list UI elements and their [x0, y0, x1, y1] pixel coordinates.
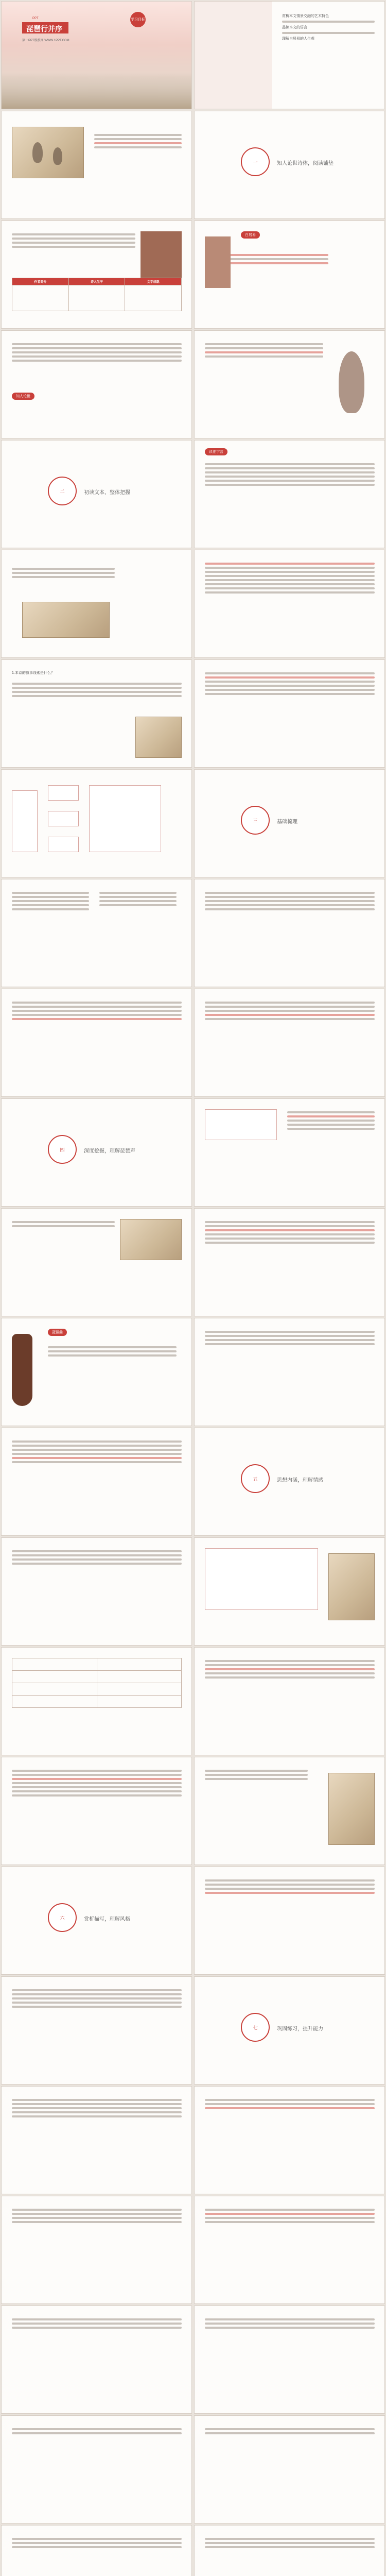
- structure-slide[interactable]: [194, 550, 385, 658]
- tall-painting: [328, 1773, 375, 1845]
- poet-pill: 知人论世: [12, 393, 34, 400]
- goal-item: 品读本文的语言: [282, 26, 307, 29]
- section6-badge: 六: [48, 1903, 77, 1932]
- pipa-shape: [12, 1334, 32, 1406]
- exercise10-slide[interactable]: [194, 2525, 385, 2576]
- figure-shape: [53, 147, 62, 165]
- cover-badge: 学习目标: [130, 12, 146, 27]
- mindmap-detail: [89, 785, 161, 852]
- section3-label: 基础梳理: [277, 819, 297, 825]
- poet-slide[interactable]: [1, 330, 192, 438]
- emotion-chart-slide[interactable]: [194, 1537, 385, 1646]
- goals-slide[interactable]: [194, 1, 385, 109]
- author-name-pill: 白居易: [241, 231, 260, 239]
- exercise-slide[interactable]: [1, 2086, 192, 2194]
- question-slide[interactable]: [1, 659, 192, 768]
- scene-painting: [135, 717, 182, 758]
- cover-subtitle: 第一PPT模板网 WWW.1PPT.COM: [22, 39, 69, 42]
- section7-badge: 七: [241, 2013, 270, 2042]
- section3-slide[interactable]: [194, 769, 385, 877]
- pipa-slide[interactable]: [1, 1318, 192, 1426]
- text-slide[interactable]: [1, 1757, 192, 1865]
- music-pill: 琵琶曲: [48, 1329, 67, 1336]
- emotion-painting: [328, 1553, 375, 1620]
- notes2-slide[interactable]: [194, 879, 385, 987]
- section4-label: 深度挖掘，理解琵琶声: [84, 1148, 135, 1154]
- section5-slide[interactable]: [194, 1428, 385, 1536]
- goal-item: 赏析本文情景交融的艺术特色: [282, 14, 329, 18]
- text2-slide[interactable]: [194, 1757, 385, 1865]
- section5-label: 思想内涵，理解情感: [277, 1478, 323, 1483]
- section1-badge: 一: [241, 147, 270, 176]
- section4-slide[interactable]: [1, 1098, 192, 1207]
- exercise8-slide[interactable]: [194, 2415, 385, 2523]
- music-painting: [120, 1219, 182, 1260]
- mindmap-slide[interactable]: [1, 769, 192, 877]
- pinyin-pill: 读准字音: [205, 448, 227, 455]
- notes-slide[interactable]: [1, 879, 192, 987]
- cover-mountains: [2, 73, 192, 109]
- notes3-slide[interactable]: [1, 989, 192, 1097]
- mindmap-root: [12, 790, 38, 852]
- section7-label: 巩固练习，提升能力: [277, 2026, 323, 2032]
- mindmap-node: [48, 785, 79, 801]
- music-table-slide[interactable]: [194, 1208, 385, 1316]
- section4-badge: 四: [48, 1135, 77, 1164]
- description-slide[interactable]: [194, 1867, 385, 1975]
- author-figure: [205, 236, 231, 288]
- section6-slide[interactable]: [1, 1867, 192, 1975]
- cover-slide[interactable]: [1, 1, 192, 109]
- painting-slide[interactable]: [1, 111, 192, 219]
- exercise2-slide[interactable]: [194, 2086, 385, 2194]
- comparison-table: [12, 1658, 182, 1708]
- analysis-slide[interactable]: [1, 1428, 192, 1536]
- question2-slide[interactable]: [194, 659, 385, 768]
- landscape-painting: [22, 602, 110, 638]
- goals-side-panel: [195, 2, 272, 109]
- section2-slide[interactable]: [1, 440, 192, 548]
- section1-slide[interactable]: [194, 111, 385, 219]
- author-info-slide[interactable]: [194, 221, 385, 329]
- poet-detail-slide[interactable]: [194, 330, 385, 438]
- section1-label: 知人论世诗体，阅读铺垫: [277, 161, 334, 166]
- table-header: 诗人生平: [68, 278, 125, 285]
- music-slide[interactable]: [194, 1098, 385, 1207]
- cover-title: 琵琶行并序: [26, 25, 62, 33]
- mindmap-node: [48, 837, 79, 852]
- cover-tag: PPT: [32, 17, 39, 20]
- pinyin-slide[interactable]: [194, 440, 385, 548]
- music-analysis-slide[interactable]: [194, 1318, 385, 1426]
- exercise6-slide[interactable]: [194, 2306, 385, 2414]
- section6-label: 赏析描写，理解风格: [84, 1917, 130, 1922]
- author-table: [12, 278, 182, 311]
- description2-slide[interactable]: [1, 1976, 192, 2084]
- section7-slide[interactable]: [194, 1976, 385, 2084]
- table-header: 文学成就: [125, 278, 182, 285]
- emotion-slide[interactable]: [1, 1537, 192, 1646]
- exercise7-slide[interactable]: [1, 2415, 192, 2523]
- exercise5-slide[interactable]: [1, 2306, 192, 2414]
- table-notes-slide[interactable]: [194, 1647, 385, 1755]
- figure-shape: [32, 142, 43, 163]
- emotion-box: [205, 1548, 318, 1610]
- goal-item: 理解白居易的人生观: [282, 37, 314, 41]
- section3-badge: 三: [241, 806, 270, 835]
- author-slide[interactable]: [1, 221, 192, 329]
- exercise4-slide[interactable]: [194, 2196, 385, 2304]
- exercise9-slide[interactable]: [1, 2525, 192, 2576]
- notes4-slide[interactable]: [194, 989, 385, 1097]
- author-portrait: [141, 231, 182, 278]
- reading-slide[interactable]: [1, 550, 192, 658]
- section2-badge: 二: [48, 477, 77, 505]
- ancient-painting: [12, 127, 84, 178]
- exercise3-slide[interactable]: [1, 2196, 192, 2304]
- section5-badge: 五: [241, 1464, 270, 1493]
- mindmap-node: [48, 811, 79, 826]
- table-header: 作者简介: [12, 278, 69, 285]
- portrait-shape: [339, 351, 364, 413]
- table-slide[interactable]: [1, 1647, 192, 1755]
- music-box: [205, 1109, 277, 1140]
- music-detail-slide[interactable]: [1, 1208, 192, 1316]
- section2-label: 初读文本，整体把握: [84, 490, 130, 496]
- goals-list: [282, 12, 375, 43]
- question-text: 1.本诗的叙事线索是什么？: [12, 671, 55, 675]
